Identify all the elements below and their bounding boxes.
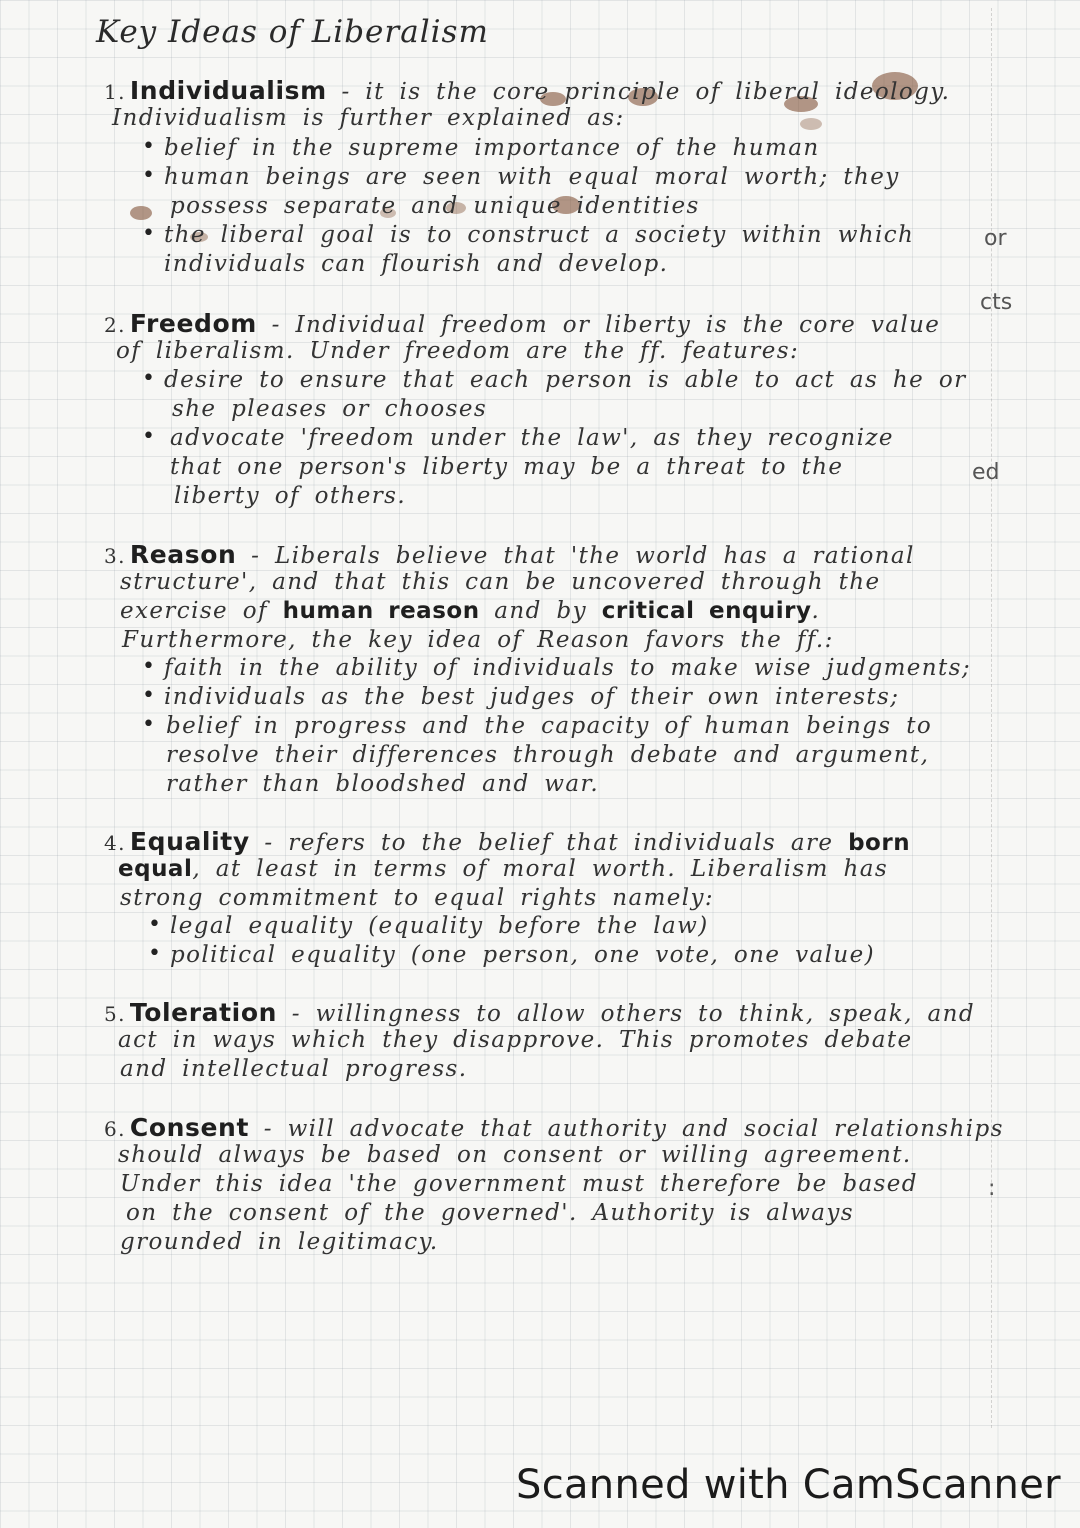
section-term: Individualism: [129, 76, 327, 105]
bullet-dot: •: [142, 712, 155, 737]
section-text: should always be based on consent or willing agreement.: [118, 1142, 912, 1168]
page-binding-margin: [991, 8, 1022, 1428]
page-title: Key Ideas of Liberalism: [96, 14, 489, 50]
section-term: Freedom: [129, 309, 257, 338]
section-number: 1.: [104, 80, 126, 104]
section-text: - Individual freedom or liberty is the core value: [256, 312, 941, 338]
bullet-text: that one person's liberty may be a threat to the: [170, 454, 844, 480]
scanner-watermark: Scanned with CamScanner: [516, 1462, 1061, 1508]
emphasis-text: born: [848, 830, 911, 856]
bullet-text: faith in the ability of individuals to make wise judgments;: [164, 655, 972, 681]
margin-fragment: or: [984, 226, 1007, 251]
bullet-dot: •: [142, 134, 155, 159]
bullet-text: legal equality (equality before the law): [170, 913, 709, 939]
bullet-text: the liberal goal is to construct a society within which: [164, 222, 915, 248]
bullet-dot: •: [148, 941, 161, 966]
section-number: 5.: [104, 1002, 126, 1026]
section-text: - Liberals believe that 'the world has a rational: [236, 543, 915, 569]
section-text: - will advocate that authority and social relationships: [249, 1116, 1004, 1142]
bullet-dot: •: [148, 912, 161, 937]
section-term: Toleration: [129, 998, 278, 1027]
section-text: Under this idea 'the government must therefore be based: [120, 1171, 918, 1197]
section-text: on the consent of the governed'. Authority is always: [126, 1200, 854, 1226]
bullet-dot: •: [142, 654, 155, 679]
section-term: Equality: [129, 827, 250, 856]
bullet-dot: •: [142, 366, 155, 391]
section-term: Reason: [129, 540, 237, 569]
section-text: Furthermore, the key idea of Reason favors the ff.:: [122, 627, 834, 653]
section-term: Consent: [129, 1113, 249, 1142]
bullet-text: resolve their differences through debate and argument,: [166, 742, 930, 768]
bullet-text: belief in the supreme importance of the human: [164, 135, 820, 161]
section-text: - refers to the belief that individuals are: [249, 830, 849, 856]
emphasis-text: critical enquiry: [601, 598, 812, 624]
bullet-text: she pleases or chooses: [172, 396, 488, 422]
bullet-dot: •: [142, 683, 155, 708]
bullet-text: belief in progress and the capacity of human beings to: [166, 713, 933, 739]
bullet-text: political equality (one person, one vote, one value): [170, 942, 875, 968]
bullet-text: possess separate and unique identities: [170, 193, 700, 219]
section-text: Individualism is further explained as:: [112, 105, 625, 131]
section-text: and intellectual progress.: [120, 1056, 468, 1082]
section-number: 4.: [104, 831, 126, 855]
margin-fragment: ed: [972, 460, 1000, 485]
section-text: act in ways which they disapprove. This promotes debate: [118, 1027, 913, 1053]
section-number: 2.: [104, 313, 126, 337]
margin-fragment: cts: [980, 290, 1013, 315]
bullet-text: individuals can flourish and develop.: [164, 251, 669, 277]
section-number: 6.: [104, 1117, 126, 1141]
margin-fragment: :: [988, 1176, 996, 1201]
section-text: of liberalism. Under freedom are the ff. features:: [116, 338, 800, 364]
section-text: - willingness to allow others to think, speak, and: [277, 1001, 975, 1027]
emphasis-text: equal: [118, 856, 193, 882]
section-text: grounded in legitimacy.: [120, 1229, 439, 1255]
bullet-text: desire to ensure that each person is able to act as he or: [164, 367, 967, 393]
section-text: .: [811, 598, 821, 624]
bullet-dot: •: [142, 424, 155, 449]
section-text: - it is the core principle of liberal ideology.: [326, 79, 951, 105]
bullet-text: rather than bloodshed and war.: [166, 771, 600, 797]
section-text: exercise of: [120, 598, 283, 624]
emphasis-text: human reason: [282, 598, 480, 624]
bullet-text: advocate 'freedom under the law', as they recognize: [170, 425, 894, 451]
bullet-dot: •: [142, 163, 155, 188]
bullet-text: liberty of others.: [174, 483, 407, 509]
bullet-text: human beings are seen with equal moral worth; they: [164, 164, 900, 190]
section-text: structure', and that this can be uncovered through the: [120, 569, 881, 595]
section-text: , at least in terms of moral worth. Liberalism has: [192, 856, 889, 882]
section-text: and by: [479, 598, 602, 624]
bullet-dot: •: [142, 221, 155, 246]
section-number: 3.: [104, 544, 126, 568]
bullet-text: individuals as the best judges of their own interests;: [164, 684, 900, 710]
section-text: strong commitment to equal rights namely:: [120, 885, 715, 911]
